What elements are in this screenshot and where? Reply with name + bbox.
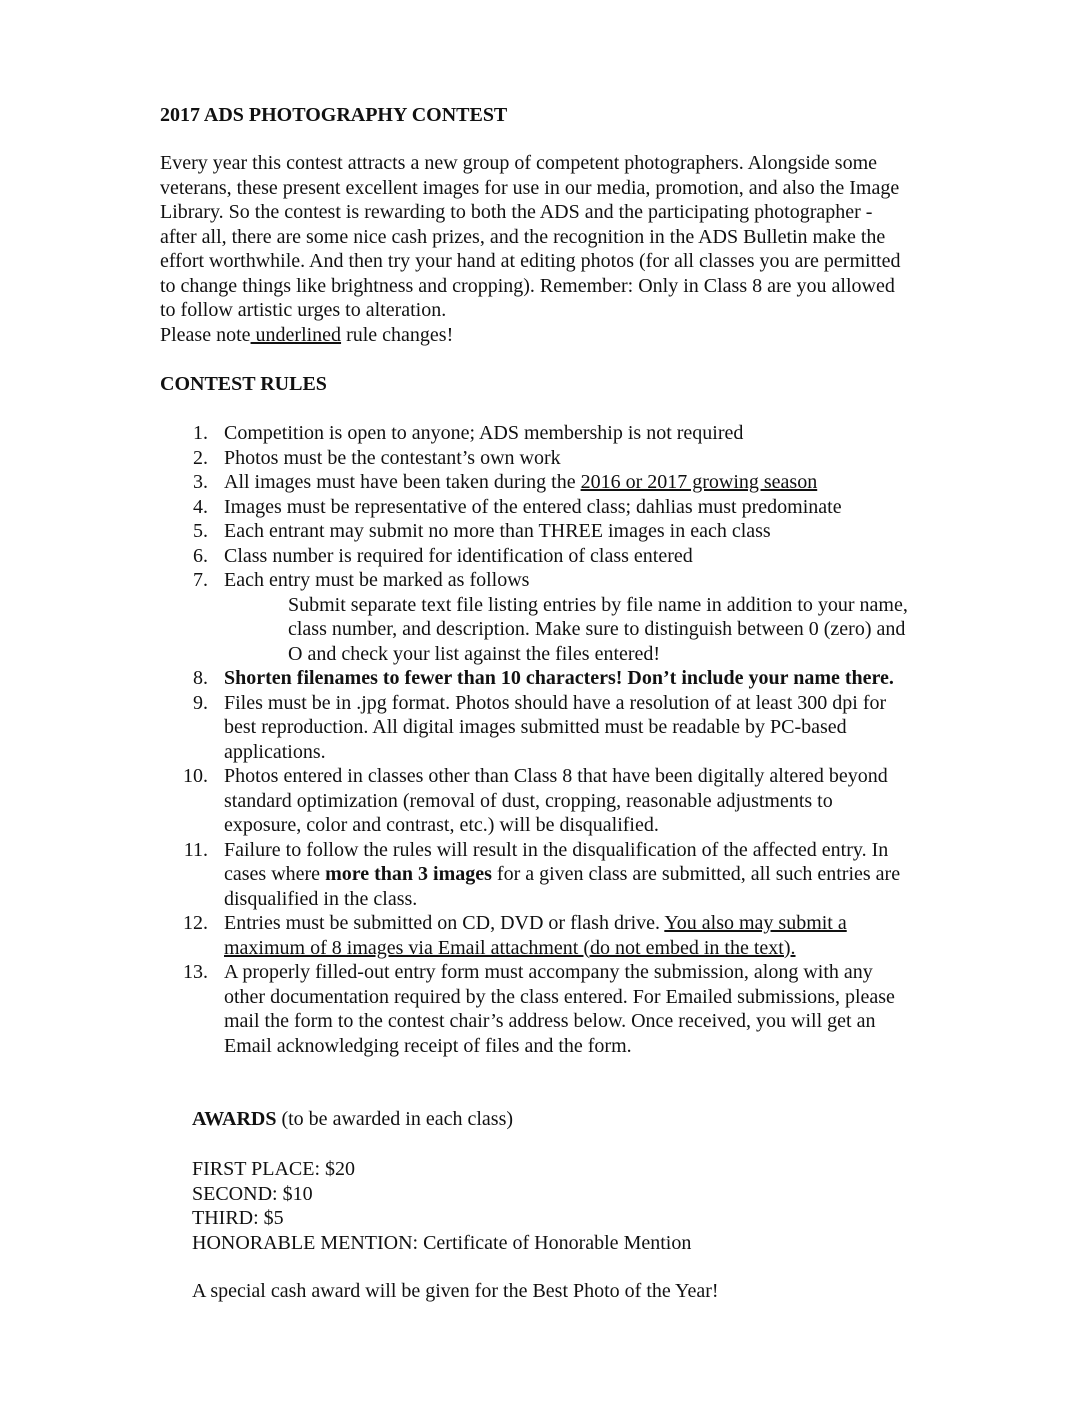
- rule-line: [224, 470, 817, 494]
- rule-line: [224, 862, 900, 886]
- text-run: rule changes!: [341, 323, 454, 346]
- intro-line: [160, 200, 872, 224]
- rule-number: 9.: [193, 691, 208, 714]
- text-run: Submit separate text file listing entries by file name in addition to your name,: [288, 593, 908, 616]
- document-title: 2017 ADS PHOTOGRAPHY CONTEST: [160, 104, 508, 126]
- intro-line: [160, 249, 901, 273]
- text-run: exposure, color and contrast, etc.) will be disqualified.: [224, 814, 659, 836]
- rule-number: 10.: [183, 765, 208, 787]
- intro-line: [160, 274, 895, 298]
- underlined-text: 2016 or 2017 growing season: [580, 471, 818, 493]
- awards-heading: [192, 1107, 513, 1131]
- text-run: Photos must be the contestant’s own work: [224, 446, 561, 469]
- rule-number: 3.: [193, 471, 208, 493]
- text-run: Library. So the contest is rewarding to both the ADS and the participating photographer -: [160, 201, 873, 223]
- rule-line: [224, 936, 796, 960]
- rule-line: [224, 813, 659, 837]
- rule-number: 6.: [193, 544, 208, 567]
- text-run: cases where: [224, 863, 326, 885]
- text-run: Files must be in .jpg format. Photos should have a resolution of at least 300 dpi for: [224, 691, 887, 714]
- intro-line: [160, 176, 899, 200]
- text-run: A properly filled-out entry form must accompany the submission, along with any: [224, 961, 873, 983]
- rule-number: 2.: [193, 446, 208, 469]
- award-item: SECOND: $10: [192, 1182, 313, 1205]
- text-run: to change things like brightness and cropping). Remember: Only in Class 8 are you allowed: [160, 274, 895, 297]
- text-run: after all, there are some nice cash prizes, and the recognition in the ADS Bulletin make the: [160, 225, 886, 248]
- rule-number: 11.: [183, 838, 208, 861]
- text-run: best reproduction. All digital images submitted must be readable by PC-based: [224, 716, 847, 738]
- rule-line: [224, 960, 873, 984]
- underlined-text: underlined: [250, 323, 342, 346]
- text-run: to follow artistic urges to alteration.: [160, 299, 447, 321]
- text-run: mail the form to the contest chair’s address below. Once received, you will get an: [224, 1010, 876, 1032]
- text-run: Every year this contest attracts a new group of competent photographers. Alongside some: [160, 152, 878, 174]
- intro-line: [160, 225, 885, 249]
- rule-line: [224, 421, 743, 445]
- rule-line: [224, 495, 842, 519]
- text-run: Each entry must be marked as follows: [224, 569, 530, 591]
- intro-line: [160, 151, 877, 175]
- rule-line: [224, 691, 886, 715]
- text-run: veterans, these present excellent images for use in our media, promotion, and also the Image: [160, 176, 900, 199]
- text-run: Please note: [160, 323, 251, 346]
- text-run: Photos entered in classes other than Class 8 that have been digitally altered beyond: [224, 765, 888, 787]
- award-item: HONORABLE MENTION: Certificate of Honorable Mention: [192, 1231, 692, 1254]
- rule-number: 12.: [183, 912, 208, 934]
- rule-line: [224, 666, 894, 690]
- text-run: applications.: [224, 740, 326, 763]
- rule-line: [224, 519, 771, 543]
- text-run: disqualified in the class.: [224, 887, 418, 910]
- text-run: effort worthwhile. And then try your hand at editing photos (for all classes you are permitted: [160, 250, 901, 272]
- text-run: Entries must be submitted on CD, DVD or flash drive.: [224, 912, 665, 934]
- text-run: class number, and description. Make sure to distinguish between 0 (zero) and: [288, 618, 906, 640]
- text-run: All images must have been taken during the: [224, 471, 581, 493]
- rule-line: [224, 911, 847, 935]
- awards-note: (to be awarded in each class): [276, 1108, 514, 1130]
- text-run: Each entrant may submit no more than THREE images in each class: [224, 520, 771, 542]
- rule-line: [224, 887, 417, 911]
- rules-heading: CONTEST RULES: [160, 373, 327, 395]
- awards-title: AWARDS: [192, 1108, 277, 1130]
- underlined-text: maximum of 8 images via Email attachment (do not embed in the text).: [224, 936, 796, 959]
- rule-number: 5.: [193, 520, 208, 542]
- rule-number: 13.: [183, 961, 208, 983]
- text-run: Class number is required for identification of class entered: [224, 544, 693, 567]
- rule-line: [224, 789, 833, 813]
- rule-subline: [288, 617, 905, 641]
- text-run: other documentation required by the class entered. For Emailed submissions, please: [224, 985, 895, 1008]
- rule-line: [224, 985, 895, 1009]
- text-run: O and check your list against the files entered!: [288, 642, 661, 665]
- intro-line: [160, 298, 446, 322]
- rule-line: [224, 446, 561, 470]
- award-item: THIRD: $5: [192, 1207, 284, 1229]
- rule-number: 7.: [193, 569, 208, 591]
- rule-line: [224, 838, 888, 862]
- rule-line: [224, 568, 529, 592]
- text-run: Failure to follow the rules will result in the disqualification of the affected entry. In: [224, 838, 889, 861]
- rule-subline: [288, 642, 660, 666]
- rule-number: 4.: [193, 495, 208, 518]
- rule-number: 8.: [193, 667, 208, 689]
- rule-line: [224, 1009, 875, 1033]
- text-run: Competition is open to anyone; ADS membership is not required: [224, 422, 744, 444]
- intro-line: [160, 323, 453, 347]
- rule-line: [224, 764, 888, 788]
- underlined-text: You also may submit a: [664, 912, 847, 934]
- special-award-note: A special cash award will be given for the Best Photo of the Year!: [192, 1280, 719, 1302]
- bold-text: more than 3 images: [325, 863, 492, 885]
- rule-line: [224, 1034, 632, 1058]
- text-run: Images must be representative of the entered class; dahlias must predominate: [224, 495, 842, 518]
- award-item: FIRST PLACE: $20: [192, 1158, 355, 1180]
- rule-line: [224, 715, 847, 739]
- rule-line: [224, 544, 693, 568]
- rule-line: [224, 740, 326, 764]
- rule-number: 1.: [193, 422, 208, 444]
- text-run: standard optimization (removal of dust, cropping, reasonable adjustments to: [224, 789, 833, 812]
- text-run: for a given class are submitted, all such entries are: [491, 863, 901, 885]
- text-run: Email acknowledging receipt of files and the form.: [224, 1034, 632, 1057]
- rule-subline: [288, 593, 908, 617]
- bold-text: Shorten filenames to fewer than 10 characters! Don’t include your name there.: [224, 667, 894, 689]
